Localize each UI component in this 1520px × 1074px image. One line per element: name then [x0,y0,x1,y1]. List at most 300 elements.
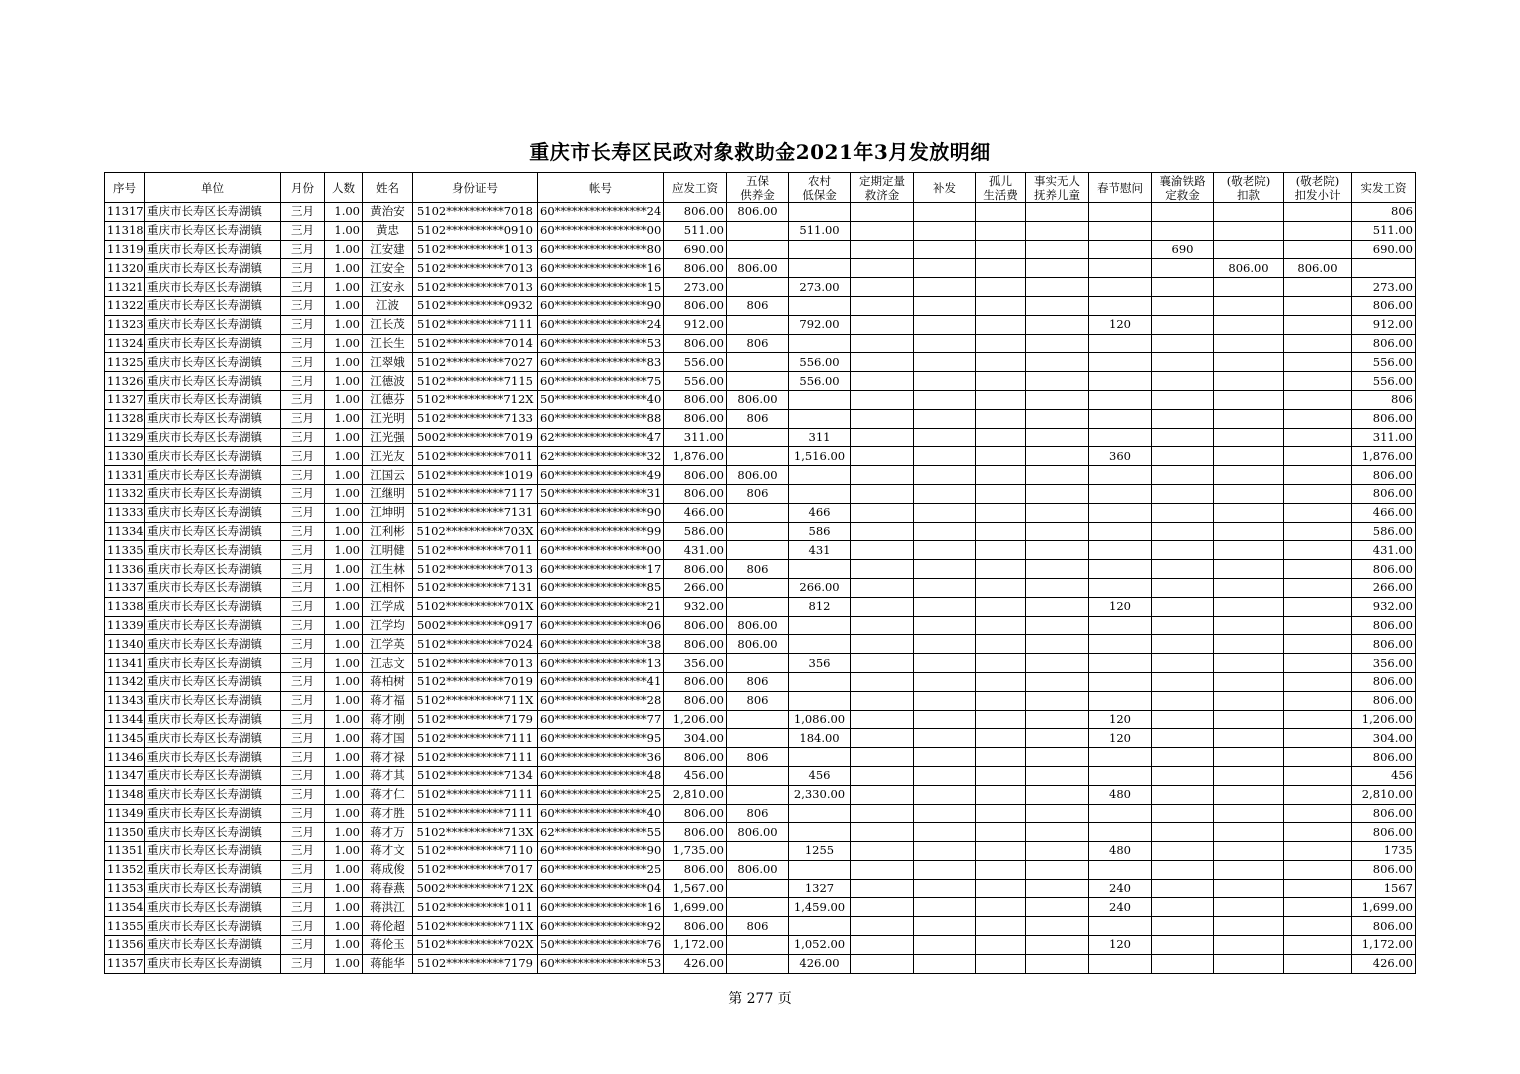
cell-unsupported-child [1026,635,1089,654]
cell-nursing-home-deduction [1214,936,1284,955]
cell-nursing-home-deduction [1214,560,1284,579]
cell-serial-no: 11357 [105,954,145,973]
table-row [105,466,1416,485]
cell-unsupported-child [1026,654,1089,673]
cell-unit: 重庆市长寿区长寿湖镇 [145,221,281,240]
cell-gross-pay: 266.00 [664,578,727,597]
cell-five-guarantee [727,766,789,785]
cell-unit: 重庆市长寿区长寿湖镇 [145,860,281,879]
cell-railway-relief [1152,503,1214,522]
cell-orphan-allowance [976,240,1026,259]
cell-id-number: 5102**********711X [413,691,538,710]
cell-net-pay: 311.00 [1352,428,1416,447]
cell-orphan-allowance [976,691,1026,710]
cell-headcount: 1.00 [325,259,363,278]
cell-unit: 重庆市长寿区长寿湖镇 [145,597,281,616]
cell-rural-subsistence [789,917,851,936]
cell-headcount: 1.00 [325,296,363,315]
table-row [105,560,1416,579]
cell-back-pay [914,766,976,785]
cell-net-pay: 1735 [1352,842,1416,861]
cell-rural-subsistence: 1,459.00 [789,898,851,917]
cell-nursing-home-deduction [1214,654,1284,673]
cell-unsupported-child [1026,259,1089,278]
cell-serial-no: 11333 [105,503,145,522]
cell-id-number: 5102**********7011 [413,447,538,466]
cell-spring-festival: 120 [1089,710,1152,729]
cell-railway-relief [1152,541,1214,560]
cell-account: 60****************53 [538,954,664,973]
cell-deduction-subtotal [1284,597,1352,616]
cell-nursing-home-deduction [1214,691,1284,710]
cell-railway-relief [1152,729,1214,748]
cell-account: 62****************32 [538,447,664,466]
cell-five-guarantee [727,578,789,597]
cell-id-number: 5102**********7018 [413,203,538,222]
cell-fixed-relief [851,654,914,673]
cell-spring-festival: 240 [1089,898,1152,917]
cell-name: 江安永 [363,278,413,297]
cell-account: 60****************40 [538,804,664,823]
cell-back-pay [914,842,976,861]
cell-five-guarantee [727,785,789,804]
cell-gross-pay: 806.00 [664,635,727,654]
cell-fixed-relief [851,842,914,861]
cell-fixed-relief [851,353,914,372]
cell-headcount: 1.00 [325,654,363,673]
cell-orphan-allowance [976,917,1026,936]
cell-orphan-allowance [976,372,1026,391]
cell-orphan-allowance [976,221,1026,240]
cell-rural-subsistence: 556.00 [789,372,851,391]
cell-nursing-home-deduction [1214,748,1284,767]
cell-railway-relief [1152,334,1214,353]
cell-unsupported-child [1026,823,1089,842]
cell-id-number: 5102**********7013 [413,259,538,278]
cell-name: 蒋伦超 [363,917,413,936]
cell-orphan-allowance [976,710,1026,729]
cell-unit: 重庆市长寿区长寿湖镇 [145,278,281,297]
cell-unit: 重庆市长寿区长寿湖镇 [145,823,281,842]
cell-headcount: 1.00 [325,898,363,917]
table-row [105,278,1416,297]
cell-month: 三月 [281,372,325,391]
cell-id-number: 5102**********7111 [413,748,538,767]
cell-name: 蒋能华 [363,954,413,973]
cell-unit: 重庆市长寿区长寿湖镇 [145,691,281,710]
cell-gross-pay: 1,735.00 [664,842,727,861]
cell-spring-festival [1089,334,1152,353]
cell-fixed-relief [851,278,914,297]
cell-serial-no: 11320 [105,259,145,278]
cell-back-pay [914,296,976,315]
cell-headcount: 1.00 [325,390,363,409]
table-row [105,372,1416,391]
cell-headcount: 1.00 [325,522,363,541]
cell-name: 蒋才文 [363,842,413,861]
cell-back-pay [914,372,976,391]
cell-month: 三月 [281,842,325,861]
cell-back-pay [914,879,976,898]
cell-nursing-home-deduction [1214,221,1284,240]
cell-account: 62****************55 [538,823,664,842]
cell-unsupported-child [1026,729,1089,748]
table-row [105,672,1416,691]
cell-rural-subsistence [789,466,851,485]
cell-orphan-allowance [976,879,1026,898]
cell-serial-no: 11322 [105,296,145,315]
cell-gross-pay: 806.00 [664,616,727,635]
cell-five-guarantee [727,842,789,861]
column-header: (敬老院) 扣发小计 [1284,173,1352,203]
cell-orphan-allowance [976,428,1026,447]
cell-id-number: 5102**********7131 [413,578,538,597]
cell-spring-festival [1089,635,1152,654]
cell-nursing-home-deduction [1214,766,1284,785]
cell-unit: 重庆市长寿区长寿湖镇 [145,560,281,579]
cell-fixed-relief [851,691,914,710]
cell-name: 江光友 [363,447,413,466]
cell-net-pay: 806.00 [1352,334,1416,353]
cell-unsupported-child [1026,390,1089,409]
cell-back-pay [914,447,976,466]
cell-serial-no: 11332 [105,484,145,503]
cell-spring-festival [1089,240,1152,259]
cell-serial-no: 11356 [105,936,145,955]
cell-deduction-subtotal [1284,315,1352,334]
cell-unsupported-child [1026,409,1089,428]
cell-id-number: 5102**********7111 [413,804,538,823]
cell-five-guarantee: 806 [727,748,789,767]
cell-serial-no: 11346 [105,748,145,767]
cell-name: 江光明 [363,409,413,428]
cell-account: 60****************25 [538,785,664,804]
cell-deduction-subtotal [1284,710,1352,729]
cell-railway-relief [1152,954,1214,973]
cell-net-pay: 806.00 [1352,635,1416,654]
cell-name: 蒋才禄 [363,748,413,767]
cell-back-pay [914,334,976,353]
cell-rural-subsistence: 586 [789,522,851,541]
cell-month: 三月 [281,278,325,297]
cell-deduction-subtotal [1284,503,1352,522]
cell-net-pay: 556.00 [1352,372,1416,391]
cell-deduction-subtotal [1284,785,1352,804]
cell-railway-relief [1152,785,1214,804]
cell-unsupported-child [1026,917,1089,936]
cell-back-pay [914,522,976,541]
cell-account: 60****************24 [538,203,664,222]
cell-fixed-relief [851,785,914,804]
cell-railway-relief [1152,278,1214,297]
cell-deduction-subtotal [1284,296,1352,315]
cell-fixed-relief [851,240,914,259]
table-row [105,203,1416,222]
cell-id-number: 5102**********7024 [413,635,538,654]
cell-rural-subsistence [789,672,851,691]
table-row [105,785,1416,804]
cell-deduction-subtotal [1284,447,1352,466]
cell-account: 50****************76 [538,936,664,955]
cell-fixed-relief [851,710,914,729]
cell-five-guarantee: 806 [727,409,789,428]
cell-id-number: 5102**********0910 [413,221,538,240]
cell-unit: 重庆市长寿区长寿湖镇 [145,466,281,485]
cell-net-pay: 586.00 [1352,522,1416,541]
column-header: 补发 [914,173,976,203]
table-row [105,353,1416,372]
cell-account: 60****************75 [538,372,664,391]
cell-spring-festival [1089,560,1152,579]
cell-serial-no: 11338 [105,597,145,616]
cell-name: 蒋柏树 [363,672,413,691]
cell-back-pay [914,635,976,654]
cell-five-guarantee: 806.00 [727,203,789,222]
cell-back-pay [914,672,976,691]
cell-nursing-home-deduction [1214,409,1284,428]
cell-name: 江德波 [363,372,413,391]
cell-spring-festival: 120 [1089,315,1152,334]
cell-rural-subsistence [789,259,851,278]
cell-id-number: 5102**********712X [413,390,538,409]
cell-orphan-allowance [976,954,1026,973]
cell-unit: 重庆市长寿区长寿湖镇 [145,203,281,222]
cell-gross-pay: 806.00 [664,203,727,222]
cell-railway-relief [1152,654,1214,673]
cell-account: 60****************41 [538,672,664,691]
cell-gross-pay: 806.00 [664,691,727,710]
cell-unsupported-child [1026,616,1089,635]
cell-spring-festival [1089,748,1152,767]
cell-headcount: 1.00 [325,578,363,597]
cell-five-guarantee [727,879,789,898]
cell-rural-subsistence [789,748,851,767]
cell-spring-festival [1089,484,1152,503]
cell-net-pay: 806.00 [1352,748,1416,767]
table-body [105,203,1416,974]
cell-orphan-allowance [976,578,1026,597]
cell-five-guarantee [727,240,789,259]
cell-gross-pay: 466.00 [664,503,727,522]
cell-unsupported-child [1026,578,1089,597]
cell-unit: 重庆市长寿区长寿湖镇 [145,541,281,560]
cell-nursing-home-deduction [1214,898,1284,917]
cell-spring-festival [1089,259,1152,278]
cell-account: 60****************16 [538,259,664,278]
cell-five-guarantee [727,522,789,541]
cell-unit: 重庆市长寿区长寿湖镇 [145,259,281,278]
cell-net-pay: 466.00 [1352,503,1416,522]
cell-unsupported-child [1026,541,1089,560]
cell-account: 60****************00 [538,221,664,240]
cell-month: 三月 [281,259,325,278]
cell-unsupported-child [1026,278,1089,297]
cell-name: 黄忠 [363,221,413,240]
column-header: 姓名 [363,173,413,203]
cell-gross-pay: 1,172.00 [664,936,727,955]
table-row [105,296,1416,315]
cell-gross-pay: 806.00 [664,334,727,353]
cell-serial-no: 11328 [105,409,145,428]
cell-back-pay [914,409,976,428]
cell-fixed-relief [851,390,914,409]
cell-back-pay [914,240,976,259]
cell-fixed-relief [851,954,914,973]
cell-fixed-relief [851,597,914,616]
cell-headcount: 1.00 [325,879,363,898]
cell-fixed-relief [851,522,914,541]
cell-fixed-relief [851,729,914,748]
cell-fixed-relief [851,560,914,579]
cell-id-number: 5102**********7111 [413,315,538,334]
cell-orphan-allowance [976,334,1026,353]
cell-railway-relief [1152,203,1214,222]
cell-railway-relief [1152,710,1214,729]
cell-unsupported-child [1026,785,1089,804]
cell-headcount: 1.00 [325,635,363,654]
cell-name: 蒋才刚 [363,710,413,729]
cell-orphan-allowance [976,898,1026,917]
cell-five-guarantee [727,710,789,729]
cell-railway-relief [1152,860,1214,879]
cell-serial-no: 11349 [105,804,145,823]
cell-name: 江安建 [363,240,413,259]
cell-orphan-allowance [976,823,1026,842]
cell-spring-festival [1089,917,1152,936]
cell-unit: 重庆市长寿区长寿湖镇 [145,409,281,428]
cell-serial-no: 11339 [105,616,145,635]
table-row [105,597,1416,616]
cell-deduction-subtotal [1284,936,1352,955]
cell-month: 三月 [281,766,325,785]
cell-orphan-allowance [976,447,1026,466]
cell-unsupported-child [1026,203,1089,222]
cell-gross-pay: 1,567.00 [664,879,727,898]
cell-rural-subsistence [789,616,851,635]
cell-account: 50****************40 [538,390,664,409]
cell-back-pay [914,860,976,879]
cell-nursing-home-deduction [1214,578,1284,597]
cell-gross-pay: 690.00 [664,240,727,259]
cell-spring-festival [1089,372,1152,391]
cell-gross-pay: 806.00 [664,748,727,767]
cell-name: 江明健 [363,541,413,560]
cell-name: 蒋才国 [363,729,413,748]
table-row [105,654,1416,673]
cell-five-guarantee: 806.00 [727,390,789,409]
cell-account: 60****************21 [538,597,664,616]
cell-five-guarantee [727,954,789,973]
cell-id-number: 5102**********7027 [413,353,538,372]
cell-unit: 重庆市长寿区长寿湖镇 [145,353,281,372]
cell-rural-subsistence: 1255 [789,842,851,861]
cell-nursing-home-deduction [1214,428,1284,447]
cell-rural-subsistence [789,860,851,879]
cell-five-guarantee [727,503,789,522]
cell-name: 蒋成俊 [363,860,413,879]
cell-net-pay: 806.00 [1352,409,1416,428]
column-header: 五保 供养金 [727,173,789,203]
cell-headcount: 1.00 [325,240,363,259]
cell-fixed-relief [851,315,914,334]
cell-railway-relief [1152,259,1214,278]
cell-five-guarantee: 806 [727,560,789,579]
cell-unit: 重庆市长寿区长寿湖镇 [145,842,281,861]
cell-five-guarantee [727,936,789,955]
cell-gross-pay: 431.00 [664,541,727,560]
cell-serial-no: 11318 [105,221,145,240]
cell-serial-no: 11354 [105,898,145,917]
cell-five-guarantee [727,221,789,240]
cell-unit: 重庆市长寿区长寿湖镇 [145,635,281,654]
cell-unit: 重庆市长寿区长寿湖镇 [145,428,281,447]
cell-id-number: 5102**********0932 [413,296,538,315]
table-row [105,541,1416,560]
cell-gross-pay: 806.00 [664,466,727,485]
cell-rural-subsistence [789,635,851,654]
cell-month: 三月 [281,597,325,616]
cell-headcount: 1.00 [325,691,363,710]
cell-month: 三月 [281,484,325,503]
cell-serial-no: 11334 [105,522,145,541]
cell-account: 60****************00 [538,541,664,560]
cell-unit: 重庆市长寿区长寿湖镇 [145,710,281,729]
cell-nursing-home-deduction [1214,390,1284,409]
cell-name: 蒋才福 [363,691,413,710]
table-row [105,259,1416,278]
column-header: 事实无人 抚养儿童 [1026,173,1089,203]
cell-spring-festival [1089,466,1152,485]
cell-fixed-relief [851,409,914,428]
cell-gross-pay: 806.00 [664,296,727,315]
cell-account: 60****************99 [538,522,664,541]
cell-back-pay [914,466,976,485]
cell-deduction-subtotal [1284,635,1352,654]
cell-serial-no: 11319 [105,240,145,259]
cell-unit: 重庆市长寿区长寿湖镇 [145,372,281,391]
cell-gross-pay: 806.00 [664,860,727,879]
cell-serial-no: 11351 [105,842,145,861]
cell-deduction-subtotal [1284,578,1352,597]
cell-fixed-relief [851,334,914,353]
cell-back-pay [914,278,976,297]
cell-deduction-subtotal [1284,616,1352,635]
cell-nursing-home-deduction [1214,635,1284,654]
cell-fixed-relief [851,221,914,240]
cell-orphan-allowance [976,353,1026,372]
cell-id-number: 5102**********1011 [413,898,538,917]
cell-five-guarantee [727,428,789,447]
cell-railway-relief [1152,597,1214,616]
cell-nursing-home-deduction [1214,917,1284,936]
cell-net-pay: 1,699.00 [1352,898,1416,917]
cell-month: 三月 [281,522,325,541]
cell-id-number: 5002**********7019 [413,428,538,447]
cell-account: 60****************85 [538,578,664,597]
cell-unsupported-child [1026,691,1089,710]
cell-spring-festival [1089,766,1152,785]
cell-gross-pay: 304.00 [664,729,727,748]
cell-nursing-home-deduction [1214,315,1284,334]
cell-net-pay: 511.00 [1352,221,1416,240]
header-row [105,173,1416,203]
cell-serial-no: 11326 [105,372,145,391]
cell-orphan-allowance [976,748,1026,767]
cell-unsupported-child [1026,672,1089,691]
cell-rural-subsistence: 266.00 [789,578,851,597]
cell-unsupported-child [1026,804,1089,823]
cell-serial-no: 11325 [105,353,145,372]
